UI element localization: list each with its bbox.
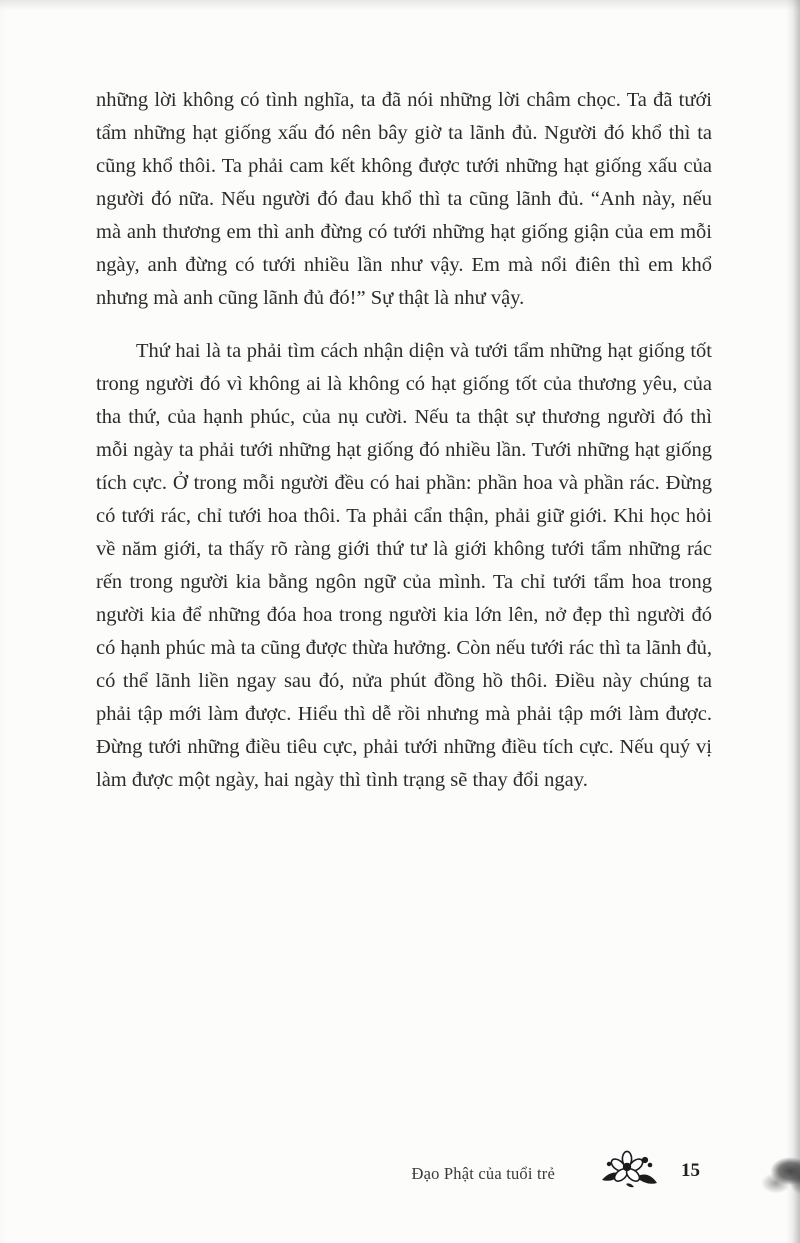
running-footer-title: Đạo Phật của tuổi trẻ [411,1164,555,1183]
page-footer [0,1146,800,1210]
page-edge-shadow [786,0,800,1243]
page-number: 15 [681,1160,700,1181]
page-top-shadow [0,0,800,10]
body-text [96,84,712,797]
paragraph: những lời không có tình nghĩa, ta đã nói những lời châm chọc. Ta đã tưới tẩm những hạt giống xấu đó nên bây giờ ta lãnh đủ. Người đó khổ thì ta cũng khổ thôi. Ta phải cam kết không được tưới những hạt giống xấu của người đó nữa. Nếu người đó đau khổ thì ta cũng lãnh đủ. “Anh này, nếu mà anh thương em thì anh đừng có tưới những hạt giống giận của em mỗi ngày, anh đừng có tưới nhiều lần như vậy. Em mà nổi điên thì em khổ nhưng mà anh cũng lãnh đủ đó!” Sự thật là như vậy. [96,89,712,309]
lotus-flower-icon [596,1150,662,1190]
ink-smudge [750,1144,800,1204]
paragraph: Thứ hai là ta phải tìm cách nhận diện và tưới tẩm những hạt giống tốt trong người đó vì không ai là không có hạt giống tốt của thương yêu, của tha thứ, của hạnh phúc, của nụ cười. Nếu ta thật sự thương người đó thì mỗi ngày ta phải tưới những hạt giống đó nhiều lần. Tưới những hạt giống tích cực. Ở trong mỗi người đều có hai phần: phần hoa và phần rác. Đừng có tưới rác, chỉ tưới hoa thôi. Ta phải cẩn thận, phải giữ giới. Khi học hỏi về năm giới, ta thấy rõ ràng giới thứ tư là giới không tưới tẩm những rác rến trong người kia bằng ngôn ngữ của mình. Ta chỉ tưới tẩm hoa trong người kia để những đóa hoa trong người kia lớn lên, nở đẹp thì người đó có hạnh phúc mà ta cũng được thừa hưởng. Còn nếu tưới rác thì ta lãnh đủ, có thể lãnh liền ngay sau đó, nửa phút đồng hồ thôi. Điều này chúng ta phải tập mới làm được. Hiểu thì dễ rồi nhưng mà phải tập mới làm được. Đừng tưới những điều tiêu cực, phải tưới những điều tích cực. Nếu quý vị làm được một ngày, hai ngày thì tình trạng sẽ thay đổi ngay. [96,340,712,791]
